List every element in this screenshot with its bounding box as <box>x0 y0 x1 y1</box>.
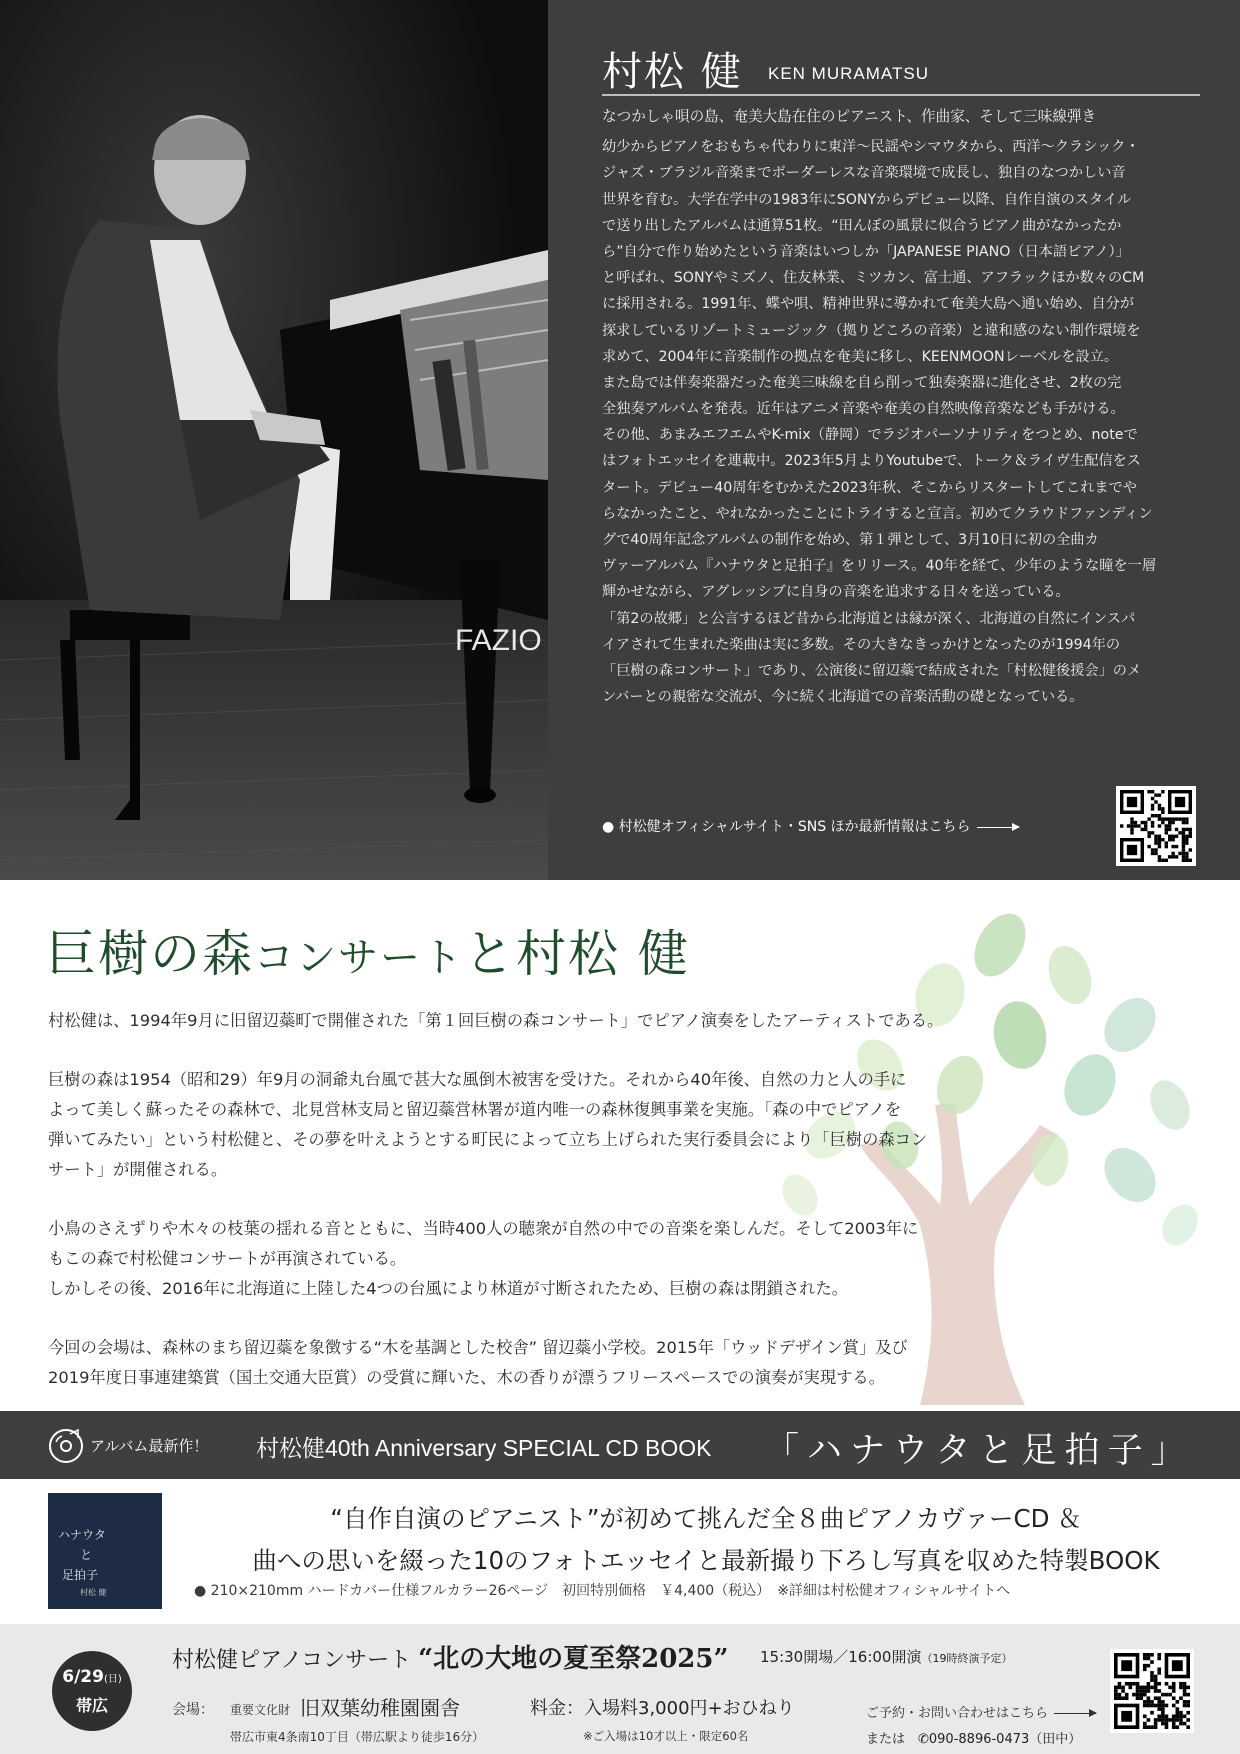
biography-text <box>602 104 1200 710</box>
album-cover-line: ハナウタ <box>58 1528 106 1542</box>
story-line: 小鳥のさえずりや木々の枝葉の揺れる音とともに、当時400人の聴衆が自然の中での音楽を楽しんだ。そして2003年に <box>48 1219 919 1238</box>
biography-line: タート。デビュー40周年をむかえた2023年秋、そこからリスタートしてこれまでや <box>602 479 1137 496</box>
venue-type: 重要文化財 <box>230 1703 291 1717</box>
concert-time <box>760 1646 1012 1667</box>
official-site-label: ● 村松健オフィシャルサイト・SNS ほか最新情報はこちら <box>602 819 971 835</box>
arrow-right-icon <box>977 827 1019 828</box>
story-title-main: 巨樹の森 <box>46 925 254 983</box>
biography-line: 全独奏アルバムを発表。近年はアニメ音楽や奄美の自然映像音楽なども手がける。 <box>602 401 1125 418</box>
album-spec: ● 210×210mm ハードカバー仕様フルカラー26ページ 初回特別価格 ￥4,400（税込） ※詳細は村松健オフィシャルサイトへ <box>194 1583 1011 1599</box>
album-cover-title <box>58 1525 106 1585</box>
biography-line: また島では伴奏楽器だった奄美三味線を自ら削って独奏楽器に進化させ、2枚の完 <box>602 374 1122 391</box>
story-line: サート」が開催される。 <box>48 1160 228 1179</box>
concert-title <box>172 1638 728 1675</box>
concert-title-pre: 村松健ピアノコンサート <box>172 1648 412 1673</box>
album-banner <box>0 1411 1240 1479</box>
fazio-logo: FAZIO <box>455 624 542 657</box>
biography-line: その他、あまみエフエムやK-mix（静岡）でラジオパーソナリティをつとめ、noteで <box>602 427 1138 444</box>
story-title-end: と村松 健 <box>464 925 690 983</box>
reservation-qr-code[interactable] <box>1110 1649 1194 1733</box>
inquiry-link[interactable] <box>866 1702 1096 1721</box>
venue-name: 旧双葉幼稚園園舎 <box>300 1696 460 1720</box>
arrow-right-icon <box>1054 1713 1096 1714</box>
biography-line: ジャズ・ブラジル音楽までボーダーレスな音楽環境で成長し、独自のなつかしい音 <box>602 165 1126 182</box>
story-line: 巨樹の森は1954（昭和29）年9月の洞爺丸台風で甚大な風倒木被害を受けた。それから40年後、自然の力と人の手に <box>48 1070 907 1089</box>
story-line: もこの森で村松健コンサートが再演されている。 <box>48 1249 407 1268</box>
album-cover-author: 村松 健 <box>80 1588 107 1597</box>
artist-name-en: KEN MURAMATSU <box>768 64 929 83</box>
story-line: 今回の会場は、森林のまち留辺蘂を象徴する“木を基調とした校舎” 留辺蘂小学校。2015年「ウッドデザイン賞」及び <box>48 1338 908 1357</box>
album-description-line: 曲への思いを綴った10のフォトエッセイと最新撮り下ろし写真を収めた特製BOOK <box>252 1546 1160 1575</box>
official-site-qr-code[interactable] <box>1116 786 1196 866</box>
story-text <box>48 1006 1028 1393</box>
story-line: 2019年度日事連建築賞（国土交通大臣賞）の受賞に輝いた、木の香りが漂うフリースペースでの演奏が実現する。 <box>48 1368 885 1387</box>
story-title-small: コンサート <box>254 935 464 981</box>
album-new-label: アルバム最新作！ <box>90 1437 209 1455</box>
phone-number[interactable]: または ✆090-8896-0473（田中） <box>866 1732 1082 1747</box>
biography-line: で送り出したアルバムは通算51枚。“田んぼの風景に似合うピアノ曲がなかったか <box>602 217 1122 234</box>
concert-date <box>52 1667 132 1687</box>
story-line: しかしその後、2016年に北海道に上陸した4つの台風により林道が寸断されたため、巨樹の森は閉鎖された。 <box>48 1279 849 1298</box>
venue-address: 帯広市東4条南10丁目（帯広駅より徒歩16分） <box>230 1730 485 1744</box>
album-description-line: “自作自演のピアニスト”が初めて挑んだ全８曲ピアノカヴァーCD ＆ <box>330 1504 1082 1533</box>
date-badge <box>52 1651 132 1731</box>
concert-time-value: 15:30開場／16:00開演 <box>760 1648 922 1666</box>
biography-panel <box>602 0 1200 880</box>
biography-line: ら”自分で作り始めたという音楽はいつしか「JAPANESE PIANO（日本語ピアノ）」 <box>602 243 1130 260</box>
album-name: 村松健40th Anniversary SPECIAL CD BOOK <box>256 1435 712 1461</box>
cd-disc-icon <box>48 1428 84 1464</box>
biography-line: 「第2の故郷」と公言するほど昔から北海道とは縁が深く、北海道の自然にインスパ <box>602 610 1136 627</box>
venue-label: 会場： <box>172 1702 214 1718</box>
inquiry-label: ご予約・お問い合わせはこちら <box>866 1706 1049 1721</box>
album-cover-line: 足拍子 <box>62 1568 99 1582</box>
ticket-price: 料金：入場料3,000円+おひねり <box>530 1698 795 1719</box>
concert-city: 帯広 <box>75 1696 108 1715</box>
biography-line: イアされて生まれた楽曲は実に多数。その大きなきっかけとなったのが1994年の <box>602 636 1121 653</box>
album-description <box>186 1498 1226 1582</box>
biography-line: ンバーとの親密な交流が、今に続く北海道での音楽活動の礎となっている。 <box>602 689 1084 706</box>
biography-line: グで40周年記念アルバムの制作を始め、第１弾として、3月10日に初の全曲カ <box>602 532 1099 548</box>
album-cover-line: と <box>80 1548 93 1562</box>
album-title: 「ハナウタと足拍子」 <box>764 1431 1194 1471</box>
biography-line: 幼少からピアノをおもちゃ代わりに東洋〜民謡やシマウタから、西洋〜クラシック・ <box>602 139 1140 156</box>
qr-code-icon <box>1120 790 1192 862</box>
biography-line: ヴァーアルバム『ハナウタと足拍子』をリリース。40年を経て、少年のような瞳を一層 <box>602 558 1157 575</box>
ticket-note: ※ご入場は10才以上・限定60名 <box>583 1729 749 1743</box>
biography-line: 求めて、2004年に音楽制作の拠点を奄美に移し、KEENMOONレーベルを設立。 <box>602 348 1119 365</box>
concert-info <box>0 1624 1240 1754</box>
qr-code-icon <box>1114 1653 1190 1729</box>
concert-time-note: （19時終演予定） <box>921 1652 1013 1665</box>
biography-line: はフォトエッセイを連載中。2023年5月よりYoutubeで、トーク＆ライヴ生配信をス <box>602 453 1141 470</box>
story-line: 弾いてみたい」という村松健と、その夢を叶えようとする町民によって立ち上げられた実行委員会により「巨樹の森コン <box>48 1130 928 1149</box>
pianist-photo <box>0 0 548 880</box>
biography-line: と呼ばれ、SONYやミズノ、住友林業、ミツカン、富士通、アフラックほか数々のCM <box>602 270 1145 287</box>
biography-line: 世界を育む。大学在学中の1983年にSONYからデビュー以降、自作自演のスタイル <box>602 191 1132 208</box>
artist-name-row <box>602 40 1200 96</box>
story-line: 村松健は、1994年9月に旧留辺蘂町で開催された「第１回巨樹の森コンサート」でピアノ演奏をしたアーティストである。 <box>48 1011 944 1030</box>
concert-title-main: “北の大地の夏至祭2025” <box>418 1644 729 1674</box>
biography-line: 探求しているリゾートミュージック（拠りどころの音楽）と違和感のない制作環境を <box>602 322 1141 339</box>
biography-lead: なつかしゃ唄の島、奄美大島在住のピアニスト、作曲家、そして三味線弾き <box>602 108 1097 125</box>
biography-line: 「巨樹の森コンサート」であり、公演後に留辺蘂で結成された「村松健後援会」のメ <box>602 662 1142 679</box>
biography-line: らなかったこと、やれなかったことにトライすると宣言。初めてクラウドファンディン <box>602 505 1153 522</box>
pianist-illustration <box>0 0 548 880</box>
story-title <box>46 914 690 986</box>
artist-name-jp: 村松 健 <box>602 49 743 95</box>
concert-date-value: 6/29 <box>62 1667 104 1687</box>
concert-weekday: (日) <box>103 1674 122 1685</box>
story-line: よって美しく蘇ったその森林で、北見営林支局と留辺蘂営林署が道内唯一の森林復興事業を実施。「森の中でピアノを <box>48 1100 902 1119</box>
album-cover <box>48 1493 162 1609</box>
biography-line: 輝かせながら、アグレッシブに自身の音楽を追求する日々を送っている。 <box>602 584 1070 601</box>
biography-line: に採用される。1991年、蝶や唄、精神世界に導かれて奄美大島へ通い始め、自分が <box>602 296 1135 313</box>
official-site-note[interactable] <box>602 816 1019 836</box>
